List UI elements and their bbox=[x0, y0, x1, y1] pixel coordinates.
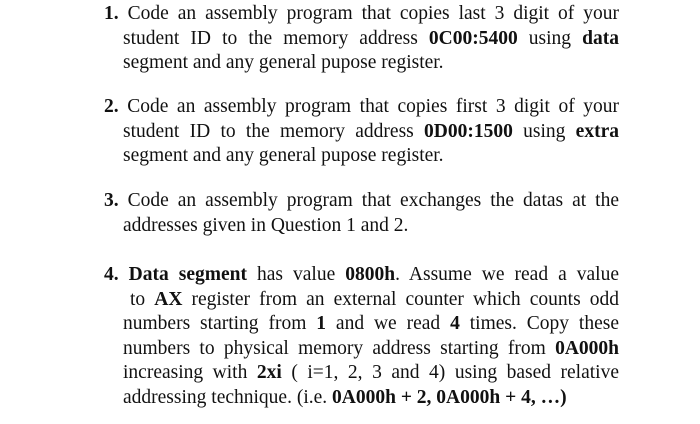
question-text-segment: segment and any general pupose register. bbox=[123, 145, 444, 167]
question-text-segment: to bbox=[130, 288, 155, 310]
question-4-line-4 bbox=[104, 337, 619, 362]
question-text-segment-bold: Data segment bbox=[128, 264, 247, 285]
question-2-line-1 bbox=[104, 95, 619, 120]
question-text-segment: using bbox=[512, 120, 576, 142]
question-3 bbox=[104, 189, 624, 238]
question-1-line-3 bbox=[104, 51, 624, 76]
question-4-line-2 bbox=[104, 288, 619, 313]
question-3-number: 3. bbox=[104, 190, 119, 211]
question-text-segment: segment and any general pupose register. bbox=[123, 52, 444, 74]
question-1-number: 1. bbox=[104, 3, 119, 24]
question-text-segment-bold: 1 bbox=[316, 313, 327, 335]
question-text-segment-bold: 4 bbox=[450, 313, 460, 335]
question-4-line-1 bbox=[104, 263, 619, 288]
question-3-line-1 bbox=[104, 189, 619, 214]
question-text-segment: addressing technique. (i.e. bbox=[123, 386, 333, 408]
question-text-segment: register from an external counter which counts odd bbox=[182, 288, 619, 310]
question-2-line-2 bbox=[104, 120, 619, 145]
question-text-segment: has value bbox=[246, 264, 346, 285]
question-4-line-3 bbox=[104, 312, 619, 337]
question-text-segment: Code an assembly program that copies first 3 digit of your bbox=[127, 96, 620, 117]
question-text-segment-bold: data bbox=[582, 27, 619, 49]
question-text-segment: addresses given in Question 1 and 2. bbox=[123, 214, 409, 236]
question-text-segment-bold: 0C00:5400 bbox=[428, 27, 518, 49]
question-4-line-6 bbox=[104, 386, 624, 411]
question-text-segment: student ID to the memory address bbox=[123, 120, 425, 142]
question-text-segment: using bbox=[517, 27, 583, 49]
question-text-segment: times. Copy these bbox=[459, 313, 619, 335]
question-1 bbox=[104, 2, 624, 76]
question-4-line-5 bbox=[104, 361, 619, 386]
question-text-segment: numbers starting from bbox=[123, 313, 317, 335]
question-1-line-2 bbox=[104, 27, 619, 52]
question-text-segment-bold: 0A000h + 2, 0A000h + 4, …) bbox=[332, 386, 567, 408]
question-4 bbox=[104, 263, 624, 411]
question-text-segment-bold: AX bbox=[154, 288, 183, 310]
question-text-segment: Code an assembly program that exchanges the datas at the bbox=[127, 190, 620, 211]
question-text-segment: and we read bbox=[326, 313, 451, 335]
question-text-segment-bold: 2xi bbox=[256, 362, 282, 384]
question-1-line-1 bbox=[104, 2, 619, 27]
question-text-segment: increasing with bbox=[123, 362, 257, 384]
question-2 bbox=[104, 95, 624, 169]
question-text-segment: ( i=1, 2, 3 and 4) using based relative bbox=[281, 362, 619, 384]
question-text-segment-bold: 0D00:1500 bbox=[424, 120, 513, 142]
question-2-number: 2. bbox=[104, 96, 119, 117]
question-text-segment-bold: extra bbox=[575, 120, 619, 142]
question-text-segment-bold: 0A000h bbox=[555, 337, 619, 359]
question-text-segment: student ID to the memory address bbox=[123, 27, 429, 49]
question-text-segment: . Assume we read a value bbox=[395, 264, 619, 285]
question-4-number: 4. bbox=[104, 264, 119, 285]
question-3-line-2 bbox=[104, 214, 624, 239]
question-text-segment: Code an assembly program that copies last 3 digit of your bbox=[127, 3, 620, 24]
question-text-segment: numbers to physical memory address starting from bbox=[123, 337, 556, 359]
question-text-segment-bold: 0800h bbox=[345, 264, 396, 285]
question-2-line-3 bbox=[104, 144, 624, 169]
